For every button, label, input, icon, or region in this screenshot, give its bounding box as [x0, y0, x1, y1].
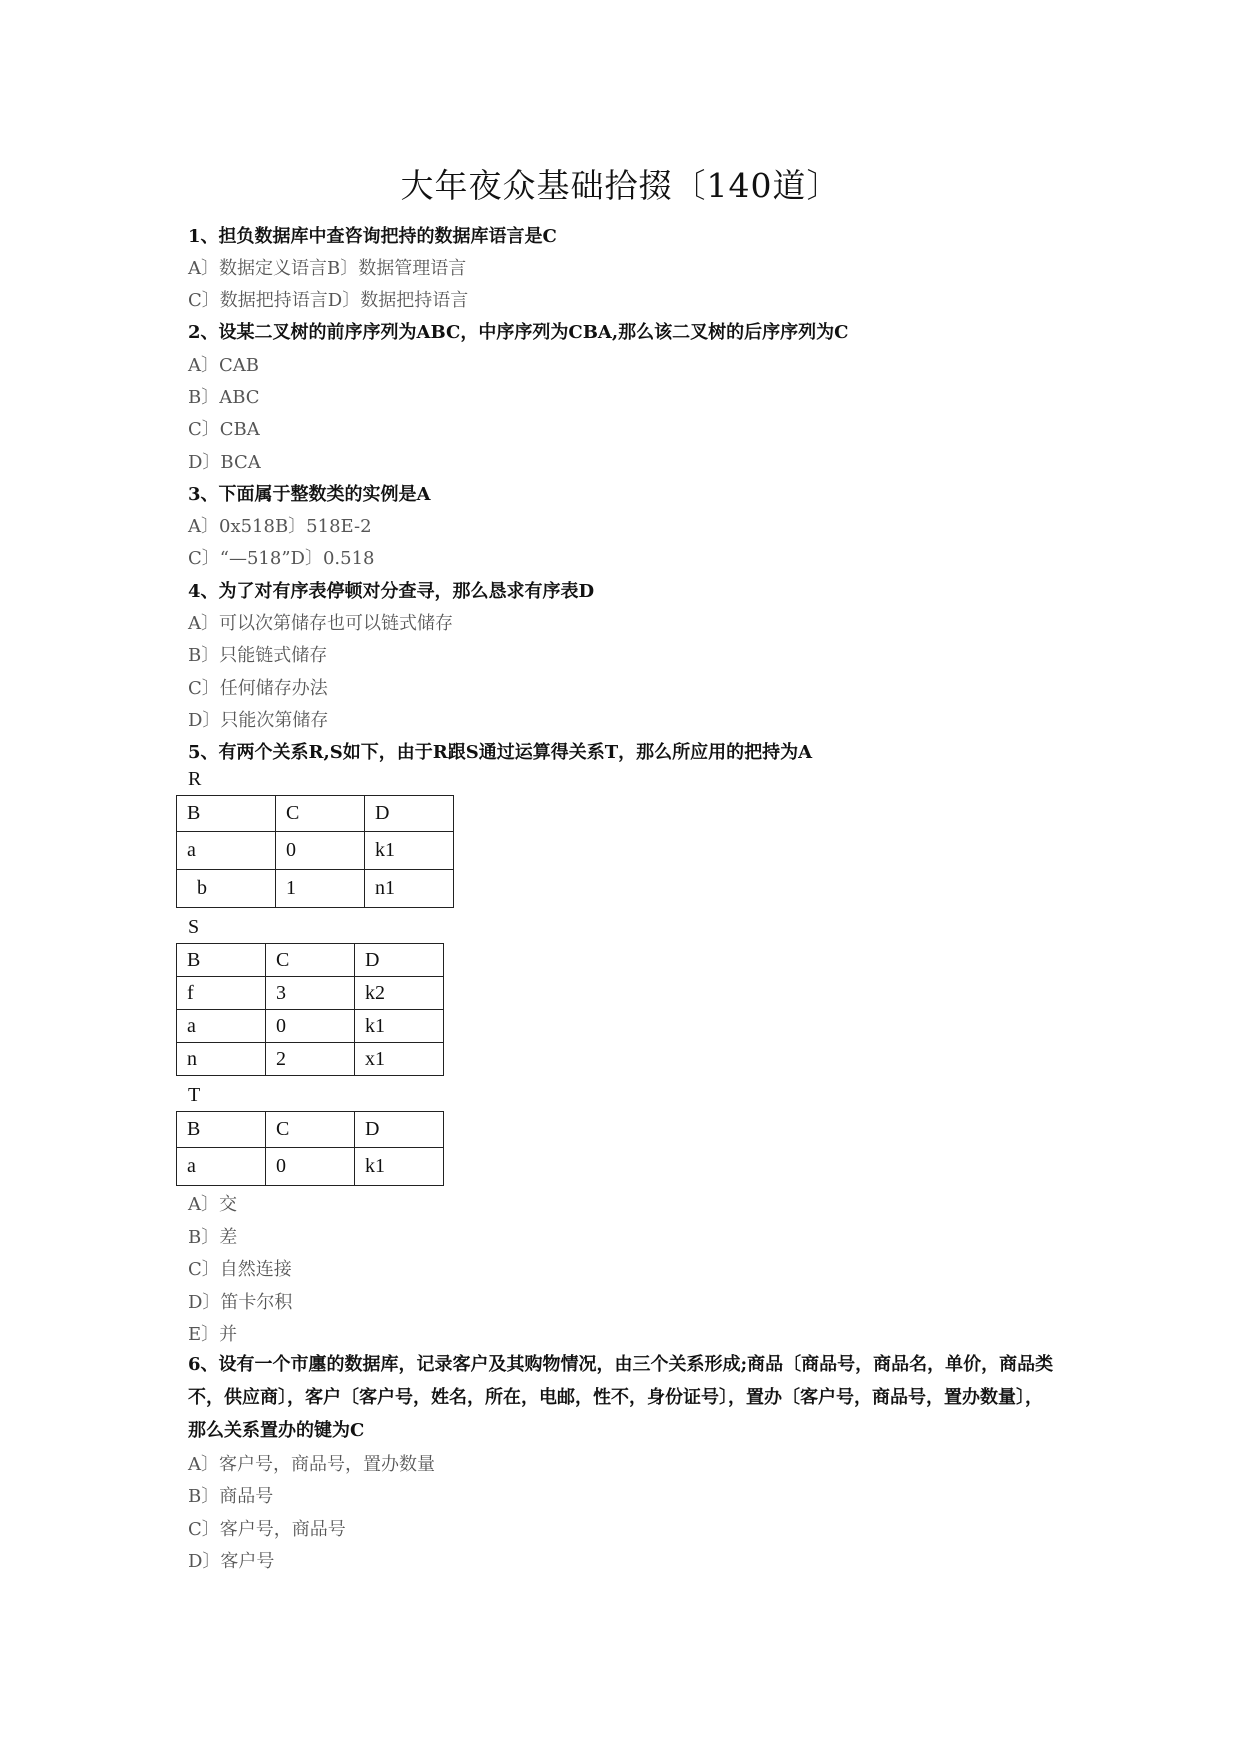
table-cell: a — [177, 1148, 266, 1186]
table-row — [177, 1010, 444, 1043]
table-cell: B — [177, 944, 266, 977]
relation-t-label: T — [188, 1084, 201, 1106]
relation-r-table — [176, 795, 454, 908]
table-cell: 3 — [266, 977, 355, 1010]
table-cell: x1 — [355, 1043, 444, 1076]
table-cell: k1 — [355, 1010, 444, 1043]
question-4-option-c: C〕任何储存办法 — [188, 678, 328, 699]
question-3-option-cd: C〕“—518”D〕0.518 — [188, 548, 375, 569]
table-cell: k2 — [355, 977, 444, 1010]
table-row — [177, 832, 454, 870]
table-row — [177, 1112, 444, 1148]
question-6-option-a: A〕客户号，商品号，置办数量 — [188, 1454, 435, 1475]
question-6-option-b: B〕商品号 — [188, 1486, 274, 1507]
question-2-option-b: B〕ABC — [188, 387, 260, 408]
question-5-option-c: C〕自然连接 — [188, 1259, 292, 1280]
table-row — [177, 870, 454, 908]
table-cell: B — [177, 1112, 266, 1148]
question-5-option-e: E〕并 — [188, 1324, 238, 1345]
question-6-stem: 6、设有一个市廛的数据库，记录客户及其购物情况，由三个关系形成;商品〔商品号，商品名，单价，商品类不，供应商〕，客户〔客户号，姓名，所在，电邮，性不，身份证号〕，置办〔客户号，商品号，置办数量〕，那么关系置办的键为C — [188, 1354, 1054, 1441]
question-2-option-a: A〕CAB — [188, 355, 259, 376]
table-cell: 2 — [266, 1043, 355, 1076]
question-3-option-ab: A〕0x518B〕518E-2 — [188, 516, 372, 537]
question-3-stem: 3、下面属于整数类的实例是A — [188, 484, 431, 505]
table-row — [177, 944, 444, 977]
table-cell: f — [177, 977, 266, 1010]
question-4-option-a: A〕可以次第储存也可以链式储存 — [188, 613, 453, 634]
question-5-option-d: D〕笛卡尔积 — [188, 1292, 293, 1313]
table-cell: b — [177, 870, 276, 908]
table-cell: 1 — [276, 870, 365, 908]
table-cell: C — [266, 944, 355, 977]
table-cell: k1 — [355, 1148, 444, 1186]
question-6-option-c: C〕客户号，商品号 — [188, 1519, 346, 1540]
table-cell: k1 — [365, 832, 454, 870]
question-1-option-ab: A〕数据定义语言B〕数据管理语言 — [188, 258, 467, 279]
table-row — [177, 977, 444, 1010]
question-4-stem: 4、为了对有序表停顿对分查寻，那么恳求有序表D — [188, 581, 595, 602]
table-row — [177, 796, 454, 832]
table-cell: n1 — [365, 870, 454, 908]
question-2-option-c: C〕CBA — [188, 419, 260, 440]
table-row — [177, 1148, 444, 1186]
table-cell: D — [355, 944, 444, 977]
table-cell: a — [177, 832, 276, 870]
question-5-option-b: B〕差 — [188, 1227, 238, 1248]
relation-s-table — [176, 943, 444, 1076]
relation-r-label: R — [188, 768, 202, 790]
table-cell: D — [355, 1112, 444, 1148]
question-6-option-d: D〕客户号 — [188, 1551, 275, 1572]
question-1-stem: 1、担负数据库中查咨询把持的数据库语言是C — [188, 226, 557, 247]
question-2-option-d: D〕BCA — [188, 452, 261, 473]
question-4-option-b: B〕只能链式储存 — [188, 645, 328, 666]
relation-t-table — [176, 1111, 444, 1186]
question-1-option-cd: C〕数据把持语言D〕数据把持语言 — [188, 290, 469, 311]
question-4-option-d: D〕只能次第储存 — [188, 710, 329, 731]
table-cell: C — [266, 1112, 355, 1148]
table-cell: B — [177, 796, 276, 832]
table-cell: 0 — [266, 1148, 355, 1186]
table-cell: D — [365, 796, 454, 832]
question-2-stem: 2、设某二叉树的前序序列为ABC，中序序列为CBA,那么该二叉树的后序序列为C — [188, 322, 849, 343]
question-5-option-a: A〕交 — [188, 1194, 237, 1215]
document-title: 大年夜众基础拾掇〔140道〕 — [400, 166, 841, 205]
table-cell: n — [177, 1043, 266, 1076]
table-cell: 0 — [276, 832, 365, 870]
table-cell: C — [276, 796, 365, 832]
table-cell: a — [177, 1010, 266, 1043]
question-5-stem: 5、有两个关系R,S如下，由于R跟S通过运算得关系T，那么所应用的把持为A — [188, 742, 813, 763]
table-row — [177, 1043, 444, 1076]
table-cell: 0 — [266, 1010, 355, 1043]
relation-s-label: S — [188, 916, 200, 938]
